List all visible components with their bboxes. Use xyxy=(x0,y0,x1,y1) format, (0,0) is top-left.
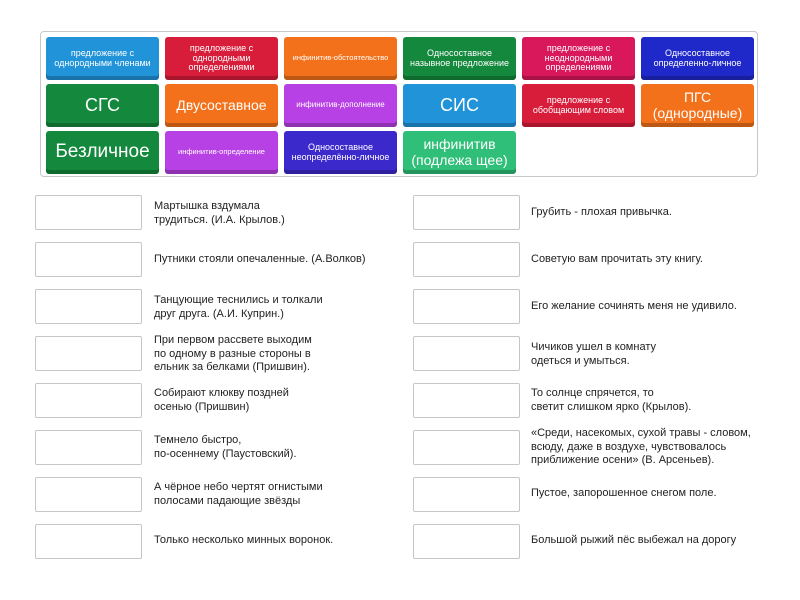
drop-slot[interactable] xyxy=(35,289,142,324)
tile-infinitive-attribute[interactable]: инфинитив-определение xyxy=(165,131,278,174)
sentence-text: При первом рассвете выходим по одному в разные стороны в ельник за белками (Пришвин). xyxy=(154,334,312,373)
sentence-text: Путники стояли опечаленные. (А.Волков) xyxy=(154,253,366,265)
sentence-text: А чёрное небо чертят огнистыми полосами падающие звёзды xyxy=(154,481,323,507)
tile-heterogeneous-attributes[interactable]: предложение с неоднородными определениями xyxy=(522,37,635,80)
drop-slot[interactable] xyxy=(413,195,520,230)
tile-homogeneous-attributes[interactable]: предложение с однородными определениями xyxy=(165,37,278,80)
drop-slot[interactable] xyxy=(413,477,520,512)
tile-infinitive-adverbial[interactable]: инфинитив-обстоятельство xyxy=(284,37,397,80)
sentence-text: Пустое, запорошенное снегом поле. xyxy=(531,487,717,499)
drop-slot[interactable] xyxy=(413,383,520,418)
sentence-text: Его желание сочинять меня не удивило. xyxy=(531,300,737,312)
sentence-text: Большой рыжий пёс выбежал на дорогу xyxy=(531,534,737,546)
drop-slot[interactable] xyxy=(35,242,142,277)
sentence-text: Чичиков ушел в комнату одеться и умыться. xyxy=(531,341,656,367)
sentence-text: «Среди, насекомых, сухой травы - словом, всюду, даже в воздухе, чувствовалось приближение осени» (В. Арсеньев). xyxy=(531,427,751,466)
tile-pgs-homogeneous[interactable]: ПГС (однородные) xyxy=(641,84,754,127)
sentence-text: Мартышка вздумала трудиться. (И.А. Крылов.) xyxy=(154,200,285,226)
sentence-text: Грубить - плохая привычка. xyxy=(531,206,672,218)
drop-slot[interactable] xyxy=(413,336,520,371)
answer-bank xyxy=(40,31,758,177)
tile-impersonal[interactable]: Безличное xyxy=(46,131,159,174)
drop-slot[interactable] xyxy=(35,383,142,418)
tile-indefinite-personal[interactable]: Односоставное неопределённо-личное xyxy=(284,131,397,174)
drop-slot[interactable] xyxy=(413,242,520,277)
sentence-text: Только несколько минных воронок. xyxy=(154,534,334,546)
sentence-text: Собирают клюкву поздней осенью (Пришвин) xyxy=(154,387,289,413)
tile-generalizing-word[interactable]: предложение с обобщающим словом xyxy=(522,84,635,127)
tile-infinitive-object[interactable]: инфинитив-дополнение xyxy=(284,84,397,127)
drop-slot[interactable] xyxy=(35,430,142,465)
tile-nominative-sentence[interactable]: Односоставное назывное предложение xyxy=(403,37,516,80)
drop-slot[interactable] xyxy=(413,289,520,324)
drop-slot[interactable] xyxy=(413,524,520,559)
drop-slot[interactable] xyxy=(35,336,142,371)
tile-infinitive-subject[interactable]: инфинитив (подлежа щее) xyxy=(403,131,516,174)
drop-slot[interactable] xyxy=(413,430,520,465)
drop-slot[interactable] xyxy=(35,524,142,559)
drop-slot[interactable] xyxy=(35,195,142,230)
drop-slot[interactable] xyxy=(35,477,142,512)
tile-definite-personal[interactable]: Односоставное определенно-личное xyxy=(641,37,754,80)
tile-sgs[interactable]: СГС xyxy=(46,84,159,127)
sentence-text: Танцующие теснились и толкали друг друга. (А.И. Куприн.) xyxy=(154,294,323,320)
sentence-text: То солнце спрячется, то светит слишком ярко (Крылов). xyxy=(531,387,692,413)
tile-sis[interactable]: СИС xyxy=(403,84,516,127)
sentence-text: Темнело быстро, по-осеннему (Паустовский). xyxy=(154,434,297,460)
tile-two-part[interactable]: Двусоставное xyxy=(165,84,278,127)
tile-homogeneous-members[interactable]: предложение с однородными членами xyxy=(46,37,159,80)
sentence-text: Советую вам прочитать эту книгу. xyxy=(531,253,703,265)
